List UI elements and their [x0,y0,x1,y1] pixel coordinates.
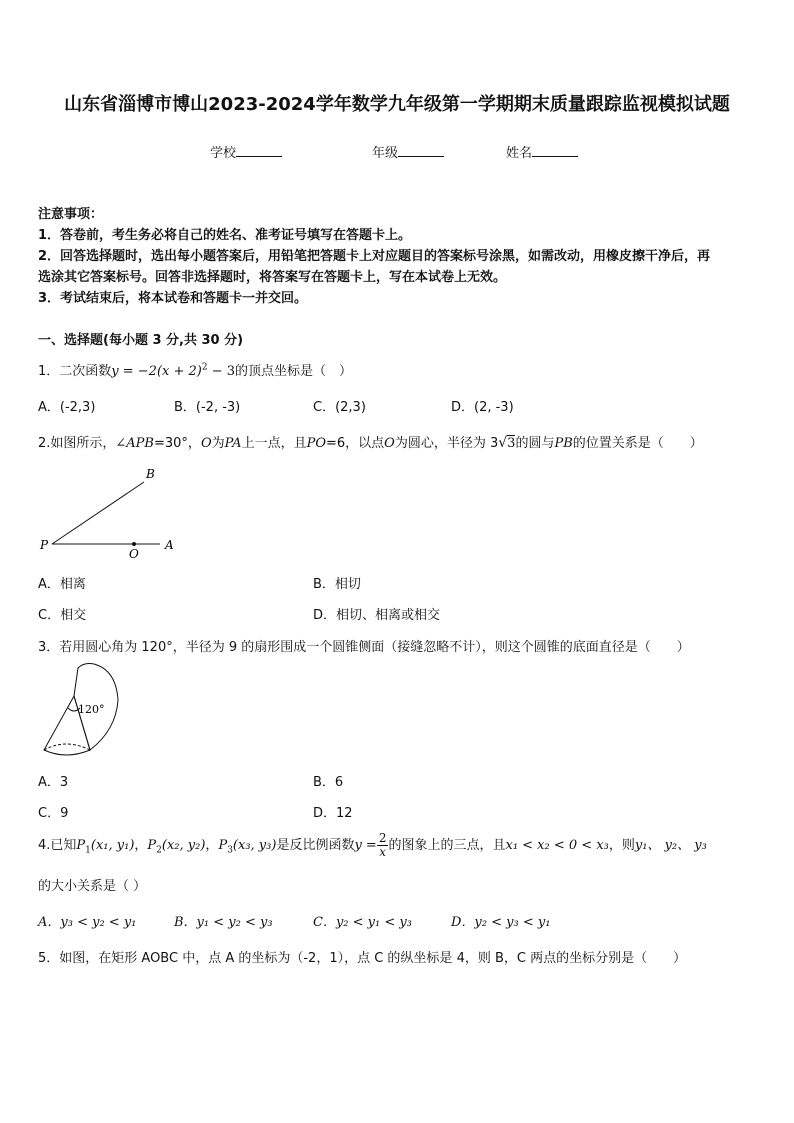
q2-angle: ∠APB [115,436,154,451]
q3-option-a: A．3 [38,775,69,790]
sqrt-arg: 3 [507,436,516,451]
question-3: 3．若用圆心角为 120°，半径为 9 的扇形围成一个圆锥侧面（接缝忽略不计），则这个圆锥的底面直径是（ ） [38,640,690,655]
q4-option-text: B．y₁ < y₂ < y₃ [174,915,273,930]
q3-option-d: D．12 [313,806,353,821]
q4-coords: (x₃, y₃) [232,838,277,853]
q2-text: =30°， [154,436,201,451]
q2-option-b: B．相切 [313,577,361,592]
question-1 [38,360,352,379]
q2-segment-pb: PB [554,436,573,451]
q2-option-c: C．相交 [38,608,87,623]
q4-text: ，则 [608,838,635,853]
q2-text: 的位置关系是（ ） [572,436,703,451]
q1-prefix: 1．二次函数 [38,364,112,379]
q1-formula: y = −2(x + 2) [111,364,202,379]
q3-cone-figure [38,660,128,760]
q1-suffix: 的顶点坐标是（ ） [235,364,353,379]
q2-text: 为圆心，半径为 3 [394,436,499,451]
name-field [506,142,578,161]
question-5: 5．如图，在矩形 AOBC 中，点 A 的坐标为（-2，1），点 C 的纵坐标是 4，则 B，C 两点的坐标分别是（ ） [38,951,687,966]
q1-formula-tail: − 3 [207,364,236,379]
note-item: 选涂其它答案标号。回答非选择题时，将答案写在答题卡上，写在本试卷上无效。 [38,270,507,285]
q2-option-d: D．相切、相离或相交 [313,608,441,623]
question-4 [38,832,707,865]
q1-option-a: A．(-2,3) [38,400,96,415]
q4-option-c [313,911,412,930]
note-item: 3．考试结束后，将本试卷和答题卡一并交回。 [38,291,308,306]
q4-sub: 2 [156,845,162,856]
q2-segment-pa: PA [224,436,242,451]
q1-option-d: D．(2, -3) [451,400,514,415]
page-title: 山东省淄博市博山2023-2024学年数学九年级第一学期期末质量跟踪监视模拟试题 [64,94,730,115]
q4-option-text: A．y₃ < y₂ < y₁ [38,915,137,930]
q4-point-p3: P [218,838,228,853]
q4-fraction [377,832,389,859]
q2-point-o: O [200,436,212,451]
frac-den: x [379,845,387,859]
notes-heading: 注意事项： [38,207,104,222]
q3-option-b: B．6 [313,775,344,790]
school-label: 学校 [210,146,237,161]
q2-segment-po: PO [306,436,326,451]
q2-text: 上一点，且 [241,436,307,451]
q1-option-c: C．(2,3) [313,400,366,415]
q4-point-p2: P [147,838,157,853]
grade-field [372,142,444,161]
q4-text: ， [205,838,219,853]
q4-point-p1: P [76,838,86,853]
label-o: O [129,547,139,560]
label-b: B [146,467,155,481]
section-heading: 一、选择题(每小题 3 分,共 30 分) [38,333,244,348]
q2-text: =6，以点 [326,436,385,451]
q4-function: y = [354,838,377,853]
cone-base-dashed [44,744,90,750]
frac-num: 2 [378,831,387,845]
q2-figure [36,464,186,560]
note-item: 1．答卷前，考生务必将自己的姓名、准考证号填写在答题卡上。 [38,228,412,243]
label-a: A [165,538,174,552]
q4-sub: 3 [227,845,233,856]
q4-line2: 的大小关系是（ ） [38,879,147,894]
q4-text: 4.已知 [38,838,77,853]
q2-option-a: A．相离 [38,577,86,592]
school-field [210,142,282,161]
q4-option-d [451,911,550,930]
question-2 [38,432,703,451]
q4-coords: (x₂, y₂) [161,838,206,853]
point-o-dot [132,542,136,546]
q4-condition: x₁ < x₂ < 0 < x₃ [505,838,609,853]
q1-exp: 2 [201,362,208,373]
q4-text: ， [134,838,148,853]
q2-text: 的圆与 [515,436,555,451]
q2-text: 2.如图所示， [38,436,116,451]
q3-option-c: C．9 [38,806,69,821]
q4-text: 是反比例函数 [276,838,355,853]
label-p: P [40,538,49,552]
q1-option-b: B．(-2, -3) [174,400,241,415]
q4-text: 的图象上的三点，且 [388,838,506,853]
grade-blank [398,144,444,157]
q4-vars: y₁、 y₂、 y₃ [634,838,707,853]
q4-option-a [38,911,136,930]
grade-label: 年级 [372,146,399,161]
q4-option-b [174,911,273,930]
name-label: 姓名 [506,146,533,161]
school-blank [236,144,282,157]
sqrt-sign: √ [498,435,508,451]
ray-pb [52,482,144,544]
q4-coords: (x₁, y₁) [90,838,135,853]
q2-point-o: O [384,436,395,451]
angle-label: 120° [78,703,105,716]
q4-sub: 1 [85,845,91,856]
note-item: 2．回答选择题时，选出每小题答案后，用铅笔把答题卡上对应题目的答案标号涂黑，如需改动，用橡皮擦干净后，再 [38,249,711,264]
name-blank [532,144,578,157]
q4-option-text: C．y₂ < y₁ < y₃ [313,915,412,930]
q4-option-text: D．y₂ < y₃ < y₁ [451,915,551,930]
q2-text: 为 [211,436,225,451]
